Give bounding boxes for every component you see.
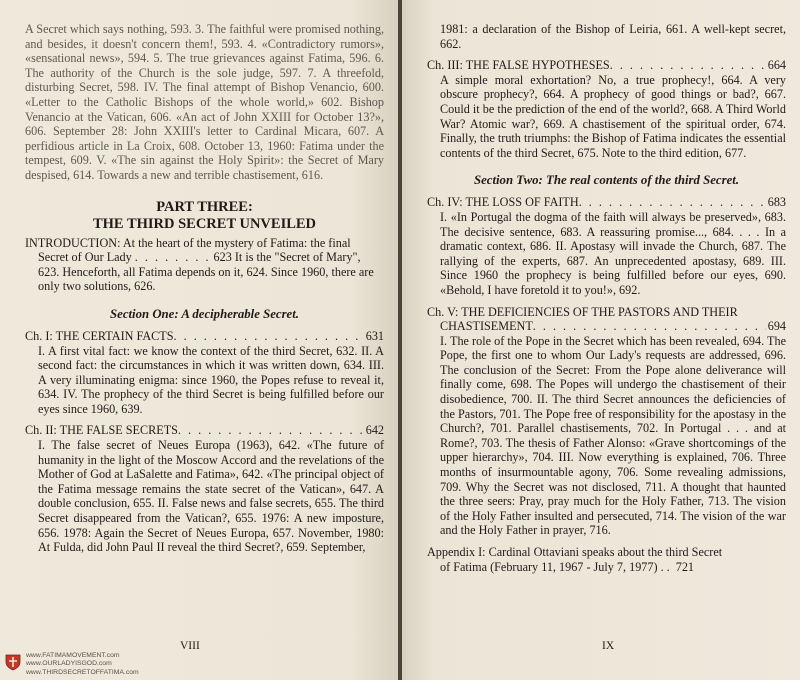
- intro-line1: At the heart of the mystery of Fatima: the final Secret of Our Lady: [38, 235, 351, 265]
- chapter-1-title: Ch. I: THE CERTAIN FACTS: [25, 328, 174, 343]
- chapter-5-title-line1: Ch. V: THE DEFICIENCIES OF THE PASTORS AND THEIR: [427, 304, 738, 319]
- chapter-2-body: I. The false secret of Neues Europa (1963), 642. «The future of humanity in the light of the Moscow Accord and the revelations of the Mother of God at LaSalette and Fatima», 642. «The principal object of the Fatima message remains the state secret of the Vatican», 647. A double conclusion, 655. II. False news and false secrets, 655. The third Secret disappeared from the Vatican?, 655. 1976: A new imposture, 656. 1978: Again the Secret of Neues Europa, 657. November, 1980: At Fulda, did John Paul II reveal the third Secret?, 659. September,: [38, 438, 384, 555]
- appendix-line1: Appendix I: Cardinal Ottaviani speaks about the third Secret: [427, 545, 723, 559]
- chapter-3-page: 664: [767, 58, 786, 73]
- chapter-3: [427, 58, 786, 160]
- chapter-2: [25, 423, 384, 554]
- part-title: PART THREE:: [156, 198, 253, 215]
- left-folio: VIII: [180, 640, 200, 652]
- chapter-1: [25, 329, 384, 417]
- chapter-3-body: A simple moral exhortation? No, a true prophecy!, 664. A very obscure prophecy?, 664. A prophecy of good things or bad?, 667. Could it be the prediction of the end of the world?, 668. A Third World War? Atomic war?, 669. A chastisement of the spiritual order, 674. Finally, the truth triumphs: the Bishop of Fatima indicates the essential contents of the third Secret, 675. Note to the third edition, 677.: [440, 72, 786, 160]
- chapter-5-title-line2: CHASTISEMENT: [440, 319, 533, 334]
- appendix-1: [427, 545, 786, 574]
- chapter-2-title: Ch. II: THE FALSE SECRETS: [25, 423, 178, 438]
- left-top-paragraph: A Secret which says nothing, 593. 3. The faithful were promised nothing, and besides, it doesn't concern them!, 593. 4. «Contradictory rumors», «sensational news», 594. 5. The true grievances against Fatima, 596. 6. The authority of the Church is the sole judge, 597. 7. A threefold, disturbing Secret, 598. IV. The final attempt of Bishop Venancio, 600. «Letter to the Catholic Bishops of the whole world,» 602. Bishop Venancio at the Vatican, 606. «An act of John XXIII for October 13?», 606. September 28: John XXIII's letter to Cardinal Micara, 607. A perfidious article in La Croix, 608. October 13, 1960: Fatima under the tempest, 609. V. «The sin against the Holy Spirit»: the Secret of Mary despised, 614. Towards a new and terrible chastisement, 616.: [25, 22, 384, 182]
- appendix-page: 721: [675, 559, 695, 574]
- chapter-5-page: 694: [767, 319, 786, 334]
- chapter-4-title: Ch. IV: THE LOSS OF FAITH: [427, 195, 579, 210]
- chapter-2-page: 642: [365, 423, 384, 438]
- intro-page: 623: [213, 250, 232, 265]
- left-page: [0, 0, 398, 680]
- watermark-line-1: www.FATIMAMOVEMENT.com: [26, 652, 120, 659]
- chapter-4: [427, 195, 786, 297]
- watermark-line-2: www.OURLADYISGOD.com: [26, 660, 112, 668]
- chapter-3-title: Ch. III: THE FALSE HYPOTHESES: [427, 58, 610, 73]
- intro-rest: It is the "Secret of Mary", 623. Henceforth, all Fatima depends on it, 624. Since 1960, there are only two solutions, 626.: [38, 250, 374, 294]
- chapter-1-page: 631: [365, 328, 384, 343]
- chapter-5-body: I. The role of the Pope in the Secret which has been revealed, 694. The Pope, the first one to whom Our Lady's requests are addressed, 696. The conclusion of the Secret: From the Pope alone deliverance will finally come, 698. The Popes will undergo the chastisement of their disobedience, 700. II. The third Secret announces the deficiencies of the Pastors, 701. The Pope free of responsibility for the apostasy in the Church?, 701. Parallel chastisements, 702. In Portugal . . . and at Rome?, 703. The thesis of Father Alonso: «Grave shortcomings of the upper hierarchy», 704. III. Now everything is explained, 706. Three months of insurmountable agony, 706. Some revealing admissions, 709. Why the Secret was not disclosed, 711. A thought that haunted the three seers: Pray, pray much for the Holy Father, 713. The vision of the Holy Father insulted and persecuted, 714. The vision of the war and the Holy Father in prayer, 716.: [440, 333, 786, 538]
- chapter-5: [427, 305, 786, 539]
- chapter-1-body: I. A first vital fact: we know the context of the third Secret, 632. II. A second fact: the circumstances in which it was written down, 634. III. A very illuminating enigma: since 1960, the Popes refuse to reveal it, 634. IV. The prophecy of the third Secret is being fulfilled before our eyes since 1960, 639.: [38, 343, 384, 416]
- introduction-entry: INTRODUCTION: At the heart of the mystery of Fatima: the final Secret of Our Lady . . . . . . . . 623 It is the "Secret of Mary", 623. Henceforth, all Fatima depends on it, 624. Since 1960, there are only two solutions, 626.: [25, 235, 374, 294]
- section-two-heading: Section Two: The real contents of the third Secret.: [473, 173, 740, 188]
- watermark-line-3: www.THIRDSECRETOFFATIMA.com: [26, 668, 139, 676]
- part-subtitle: THE THIRD SECRET UNVEILED: [92, 215, 317, 232]
- right-page: [402, 0, 800, 680]
- right-top-paragraph: 1981: a declaration of the Bishop of Leiria, 661. A well-kept secret, 662.: [440, 22, 786, 51]
- chapter-4-body: I. «In Portugal the dogma of the faith will always be preserved», 683. The decisive sentence, 683. A reassuring promise..., 684. . . . In a dramatic context, 686. II. Apostasy will invade the Church, 687. The rallying of the experts, 687. An unprecedented apostasy, 689. III. Since 1960 the prophecy is being fulfilled before our eyes, 690. «Behold, I have foretold it to you!», 692.: [440, 209, 786, 297]
- appendix-line2: of Fatima (February 11, 1967 - July 7, 1977) . .: [440, 559, 670, 574]
- watermark: [4, 652, 139, 677]
- right-folio: IX: [602, 640, 615, 652]
- chapter-4-page: 683: [767, 195, 786, 210]
- section-one-heading: Section One: A decipherable Secret.: [110, 306, 299, 321]
- intro-label: INTRODUCTION:: [25, 235, 121, 250]
- crest-logo-icon: [4, 653, 22, 671]
